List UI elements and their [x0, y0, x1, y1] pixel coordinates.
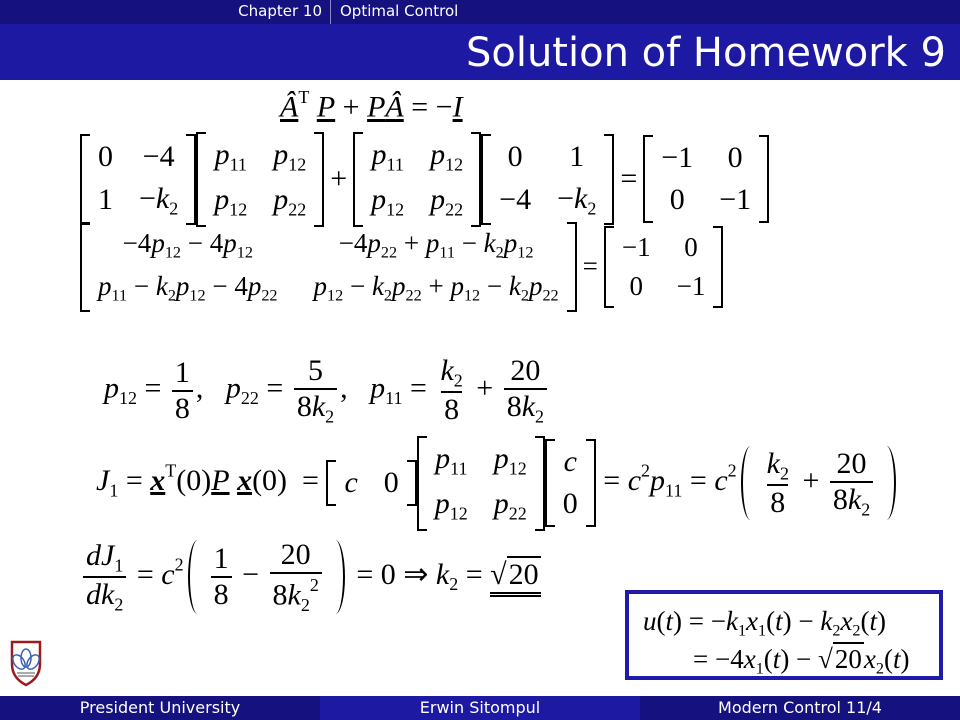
- footer-institution: President University: [0, 696, 320, 720]
- lyapunov-equation: $Â^T$ P + PÂ = −I: [280, 87, 463, 124]
- chapter-label-box: [0, 0, 330, 24]
- matrix-equation-combined: $-4p_{12} - 4p_{12}$ $-4p_{22} + p_{11} - k_2p_{12}$ $p_{11} - k_2p_{12} - 4p_{22}$ $p_{12} - k_2p_{22} + p_{12} - k_2p_{22}$ = −1 0 0 −1: [80, 222, 723, 312]
- footer-course-page: Modern Control 11/4: [640, 696, 960, 720]
- topic-label-box: [330, 0, 960, 24]
- footer-author: Erwin Sitompul: [320, 696, 640, 720]
- title-bar: [0, 24, 960, 80]
- chapter-label: Chapter 10: [238, 2, 322, 20]
- control-law-line-2: = $-4x_1(t) - √20x_2(t)$: [693, 644, 910, 678]
- topic-label: Optimal Control: [340, 2, 459, 20]
- matrix-equation-expanded: 0 −4 1 $-k_2$ $p_{11}$ $p_{12}$ $p_{12}$ $p_{22}$ + $p_{11}$ $p_{12}$ $p_{12}$ $p_{22}$ 0 1 −4 $-k_2$ = −1 0 0 −1: [80, 132, 769, 227]
- president-university-logo-icon: [6, 638, 46, 688]
- cost-function-equation: $J_1 = x^T(0)P$ x(0) = c 0 $p_{11}$ $p_{12}$ $p_{12}$ $p_{22}$ c 0 = $c^2p_{11} = c^2$ $\frac{k_2}{8}$ + $\frac{20}{8k_2}$: [96, 436, 900, 531]
- control-law-line-1: $u(t) = -k_1x_1(t) - k_2x_2(t)$: [643, 606, 887, 640]
- solved-p-values: $p_{12}$ = $\frac{1}{8}$ , $p_{22}$ = $\frac{5}{8k_2}$ , $p_{11}$ = $\frac{k_2}{8}$ + $\frac{20}{8k_2}$: [104, 356, 550, 425]
- header-divider: [330, 0, 331, 24]
- slide-title: Solution of Homework 9: [465, 30, 946, 76]
- derivative-equation: $\frac{dJ_1}{dk_2}$ = $c^2$ $\frac{1}{8}$ − $\frac{20}{8k_2^2}$ = 0 ⇒ $k_2 = √20$: [80, 540, 541, 614]
- control-law-box: [625, 590, 943, 680]
- footer-bar: [0, 696, 960, 720]
